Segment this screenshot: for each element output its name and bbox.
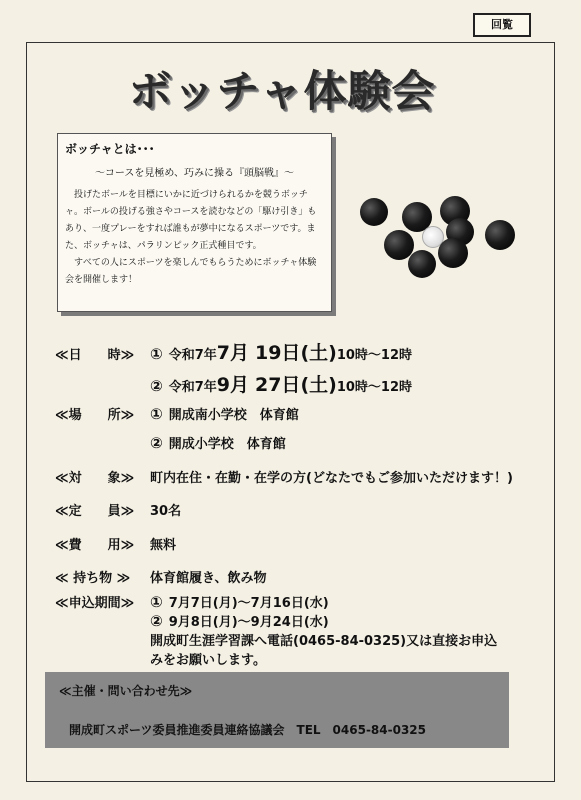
apply-1-text: 7月7日(月)～7月16日(水)	[168, 596, 329, 611]
fee-text: 無料	[150, 538, 177, 553]
fee-label: ≪費 用≫	[55, 538, 135, 553]
apply-1-num: ①	[150, 593, 163, 611]
capacity-text: 30名	[150, 504, 182, 519]
datetime-1-dow: (土)	[300, 342, 337, 364]
datetime-2-dow: (土)	[300, 374, 337, 396]
bring-text: 体育館履き、飲み物	[150, 571, 267, 586]
place-row-1	[55, 404, 299, 423]
datetime-2-day: 27日	[254, 374, 301, 396]
datetime-1-time: 10時～12時	[336, 348, 412, 363]
place-label: ≪場 所≫	[55, 408, 135, 423]
fee-row	[55, 534, 176, 553]
intro-subtitle: ～コースを見極め、巧みに操る『頭脳戦』～	[94, 168, 295, 179]
place-1-text: 開成南小学校 体育館	[168, 408, 299, 423]
organizer-contact: 開成町スポーツ委員推進委員連絡協議会 TEL 0465-84-0325	[69, 723, 427, 737]
datetime-2-era: 令和7年	[168, 380, 217, 395]
place-1-num: ①	[150, 405, 163, 423]
datetime-2-num: ②	[150, 377, 163, 395]
bring-label: ≪ 持ち物 ≫	[55, 571, 131, 586]
datetime-label: ≪日 時≫	[55, 348, 135, 363]
datetime-1-day: 19日	[254, 342, 301, 364]
apply-note-2: みをお願いします。	[150, 653, 266, 668]
apply-row-2	[150, 611, 329, 630]
target-row	[55, 467, 513, 486]
apply-label: ≪申込期間≫	[55, 596, 135, 611]
place-2-num: ②	[150, 434, 163, 452]
place-2-text: 開成小学校 体育館	[168, 437, 286, 452]
boccia-balls-image	[350, 190, 525, 285]
datetime-1-num: ①	[150, 345, 163, 363]
datetime-1-era: 令和7年	[168, 348, 217, 363]
organizer-heading: ≪主催・問い合わせ先≫	[59, 684, 193, 698]
target-text: 町内在住・在勤・在学の方(どなたでもご参加いただけます！)	[150, 471, 513, 486]
intro-heading: ボッチャとは･･･	[65, 142, 155, 156]
place-row-2	[150, 433, 286, 452]
datetime-row-1	[55, 338, 412, 365]
apply-2-text: 9月8日(月)～9月24日(水)	[168, 615, 329, 630]
capacity-label: ≪定 員≫	[55, 504, 135, 519]
page-title: ボッチャ体験会	[128, 67, 436, 117]
bring-row	[55, 567, 266, 586]
datetime-2-month: 9月	[216, 374, 249, 396]
datetime-2-time: 10時～12時	[336, 380, 412, 395]
organizer-box	[45, 672, 509, 748]
capacity-row	[55, 500, 181, 519]
intro-paragraph-1: 投げたボールを目標にいかに近づけられるかを競うボッチャ。ボールの投げる強さやコースを読むなどの「駆け引き」もあり、一度プレーをすれば誰もが夢中になるスポーツです。また、ボッチャは、パラリンピック正式種目です。	[65, 190, 317, 251]
kairan-stamp: 回覧	[473, 13, 531, 37]
apply-2-num: ②	[150, 612, 163, 630]
target-label: ≪対 象≫	[55, 471, 135, 486]
datetime-row-2	[150, 370, 412, 397]
intro-box	[57, 133, 332, 312]
intro-paragraph-2: すべての人にスポーツを楽しんでもらうためにボッチャ体験会を開催します！	[65, 258, 317, 285]
apply-note-1: 開成町生涯学習課へ電話(0465-84-0325)又は直接お申込	[150, 634, 498, 649]
datetime-1-month: 7月	[216, 342, 249, 364]
apply-row-1	[55, 592, 329, 611]
